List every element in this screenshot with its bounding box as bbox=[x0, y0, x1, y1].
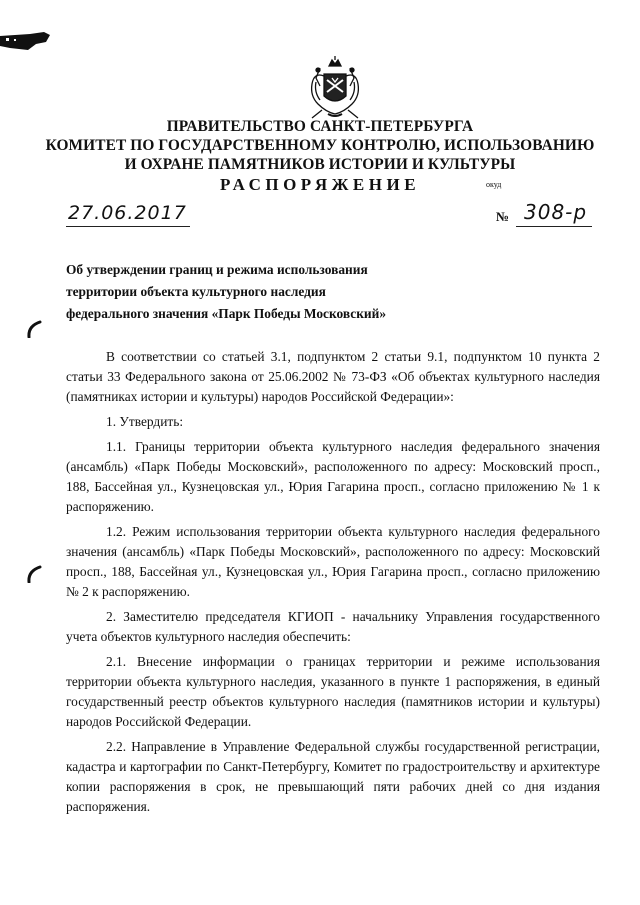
document-body bbox=[66, 347, 600, 822]
document-number: 308-р bbox=[524, 200, 588, 224]
margin-tick-icon bbox=[26, 320, 42, 338]
committee-name-line-1: КОМИТЕТ ПО ГОСУДАРСТВЕННОМУ КОНТРОЛЮ, ИСПОЛЬЗОВАНИЮ bbox=[45, 137, 595, 154]
date-underline bbox=[66, 226, 190, 227]
preamble-paragraph: В соответствии со статьей 3.1, подпунктом 2 статьи 9.1, подпунктом 10 пункта 2 статьи 33 Федерального закона от 25.06.2002 № 73-ФЗ «Об объектах культурного наследия (памятниках истории и культуры) народов Российской Федерации»: bbox=[66, 349, 600, 404]
number-underline bbox=[516, 226, 592, 227]
paragraph-1: 1. Утвердить: bbox=[106, 414, 184, 429]
paragraph-2-1: 2.1. Внесение информации о границах территории и режиме использования территории объекта культурного наследия, указанного в пункте 1 распоряжения, в единый государственный реестр объектов культурного наследия (памятников истории и культуры) народов Российской Федерации. bbox=[66, 654, 600, 729]
document-subject bbox=[66, 259, 426, 325]
document-date: 27.06.2017 bbox=[68, 202, 187, 224]
subject-line-2: территории объекта культурного наследия bbox=[66, 284, 326, 299]
saint-petersburg-coat-of-arms-icon bbox=[306, 56, 364, 120]
subject-line-3: федерального значения «Парк Победы Московский» bbox=[66, 306, 387, 321]
subject-line-1: Об утверждении границ и режима использования bbox=[66, 262, 368, 277]
paragraph-1-2: 1.2. Режим использования территории объекта культурного наследия федерального значения (ансамбль) «Парк Победы Московский», расположенного по адресу: Московский просп., 188, Бассейная ул., Кузнецовская ул., Юрия Гагарина просп., согласно приложению № 2 к распоряжению. bbox=[66, 524, 600, 599]
number-label: № bbox=[496, 209, 510, 224]
document-type-title: РАСПОРЯЖЕНИЕ bbox=[219, 175, 421, 194]
document-header bbox=[0, 117, 640, 194]
scan-artifact-icon bbox=[0, 30, 52, 52]
paragraph-1-1: 1.1. Границы территории объекта культурного наследия федерального значения (ансамбль) «Парк Победы Московский», расположенного по адресу: Московский просп., 188, Бассейная ул., Кузнецовская ул., Юрия Гагарина просп., согласно приложению № 1 к распоряжению. bbox=[66, 439, 600, 514]
committee-name-line-2: И ОХРАНЕ ПАМЯТНИКОВ ИСТОРИИ И КУЛЬТУРЫ bbox=[124, 156, 516, 173]
paragraph-2: 2. Заместителю председателя КГИОП - начальнику Управления государственного учета объектов культурного наследия обеспечить: bbox=[66, 609, 600, 644]
paragraph-2-2: 2.2. Направление в Управление Федеральной службы государственной регистрации, кадастра и картографии по Санкт-Петербургу, Комитет по градостроительству и архитектуре копии распоряжения в срок, не превышающий пяти рабочих дней со дня издания распоряжения. bbox=[66, 739, 600, 814]
okud-label: окуд bbox=[486, 180, 502, 189]
margin-tick-icon bbox=[26, 565, 42, 583]
government-name: ПРАВИТЕЛЬСТВО САНКТ-ПЕТЕРБУРГА bbox=[166, 118, 474, 135]
